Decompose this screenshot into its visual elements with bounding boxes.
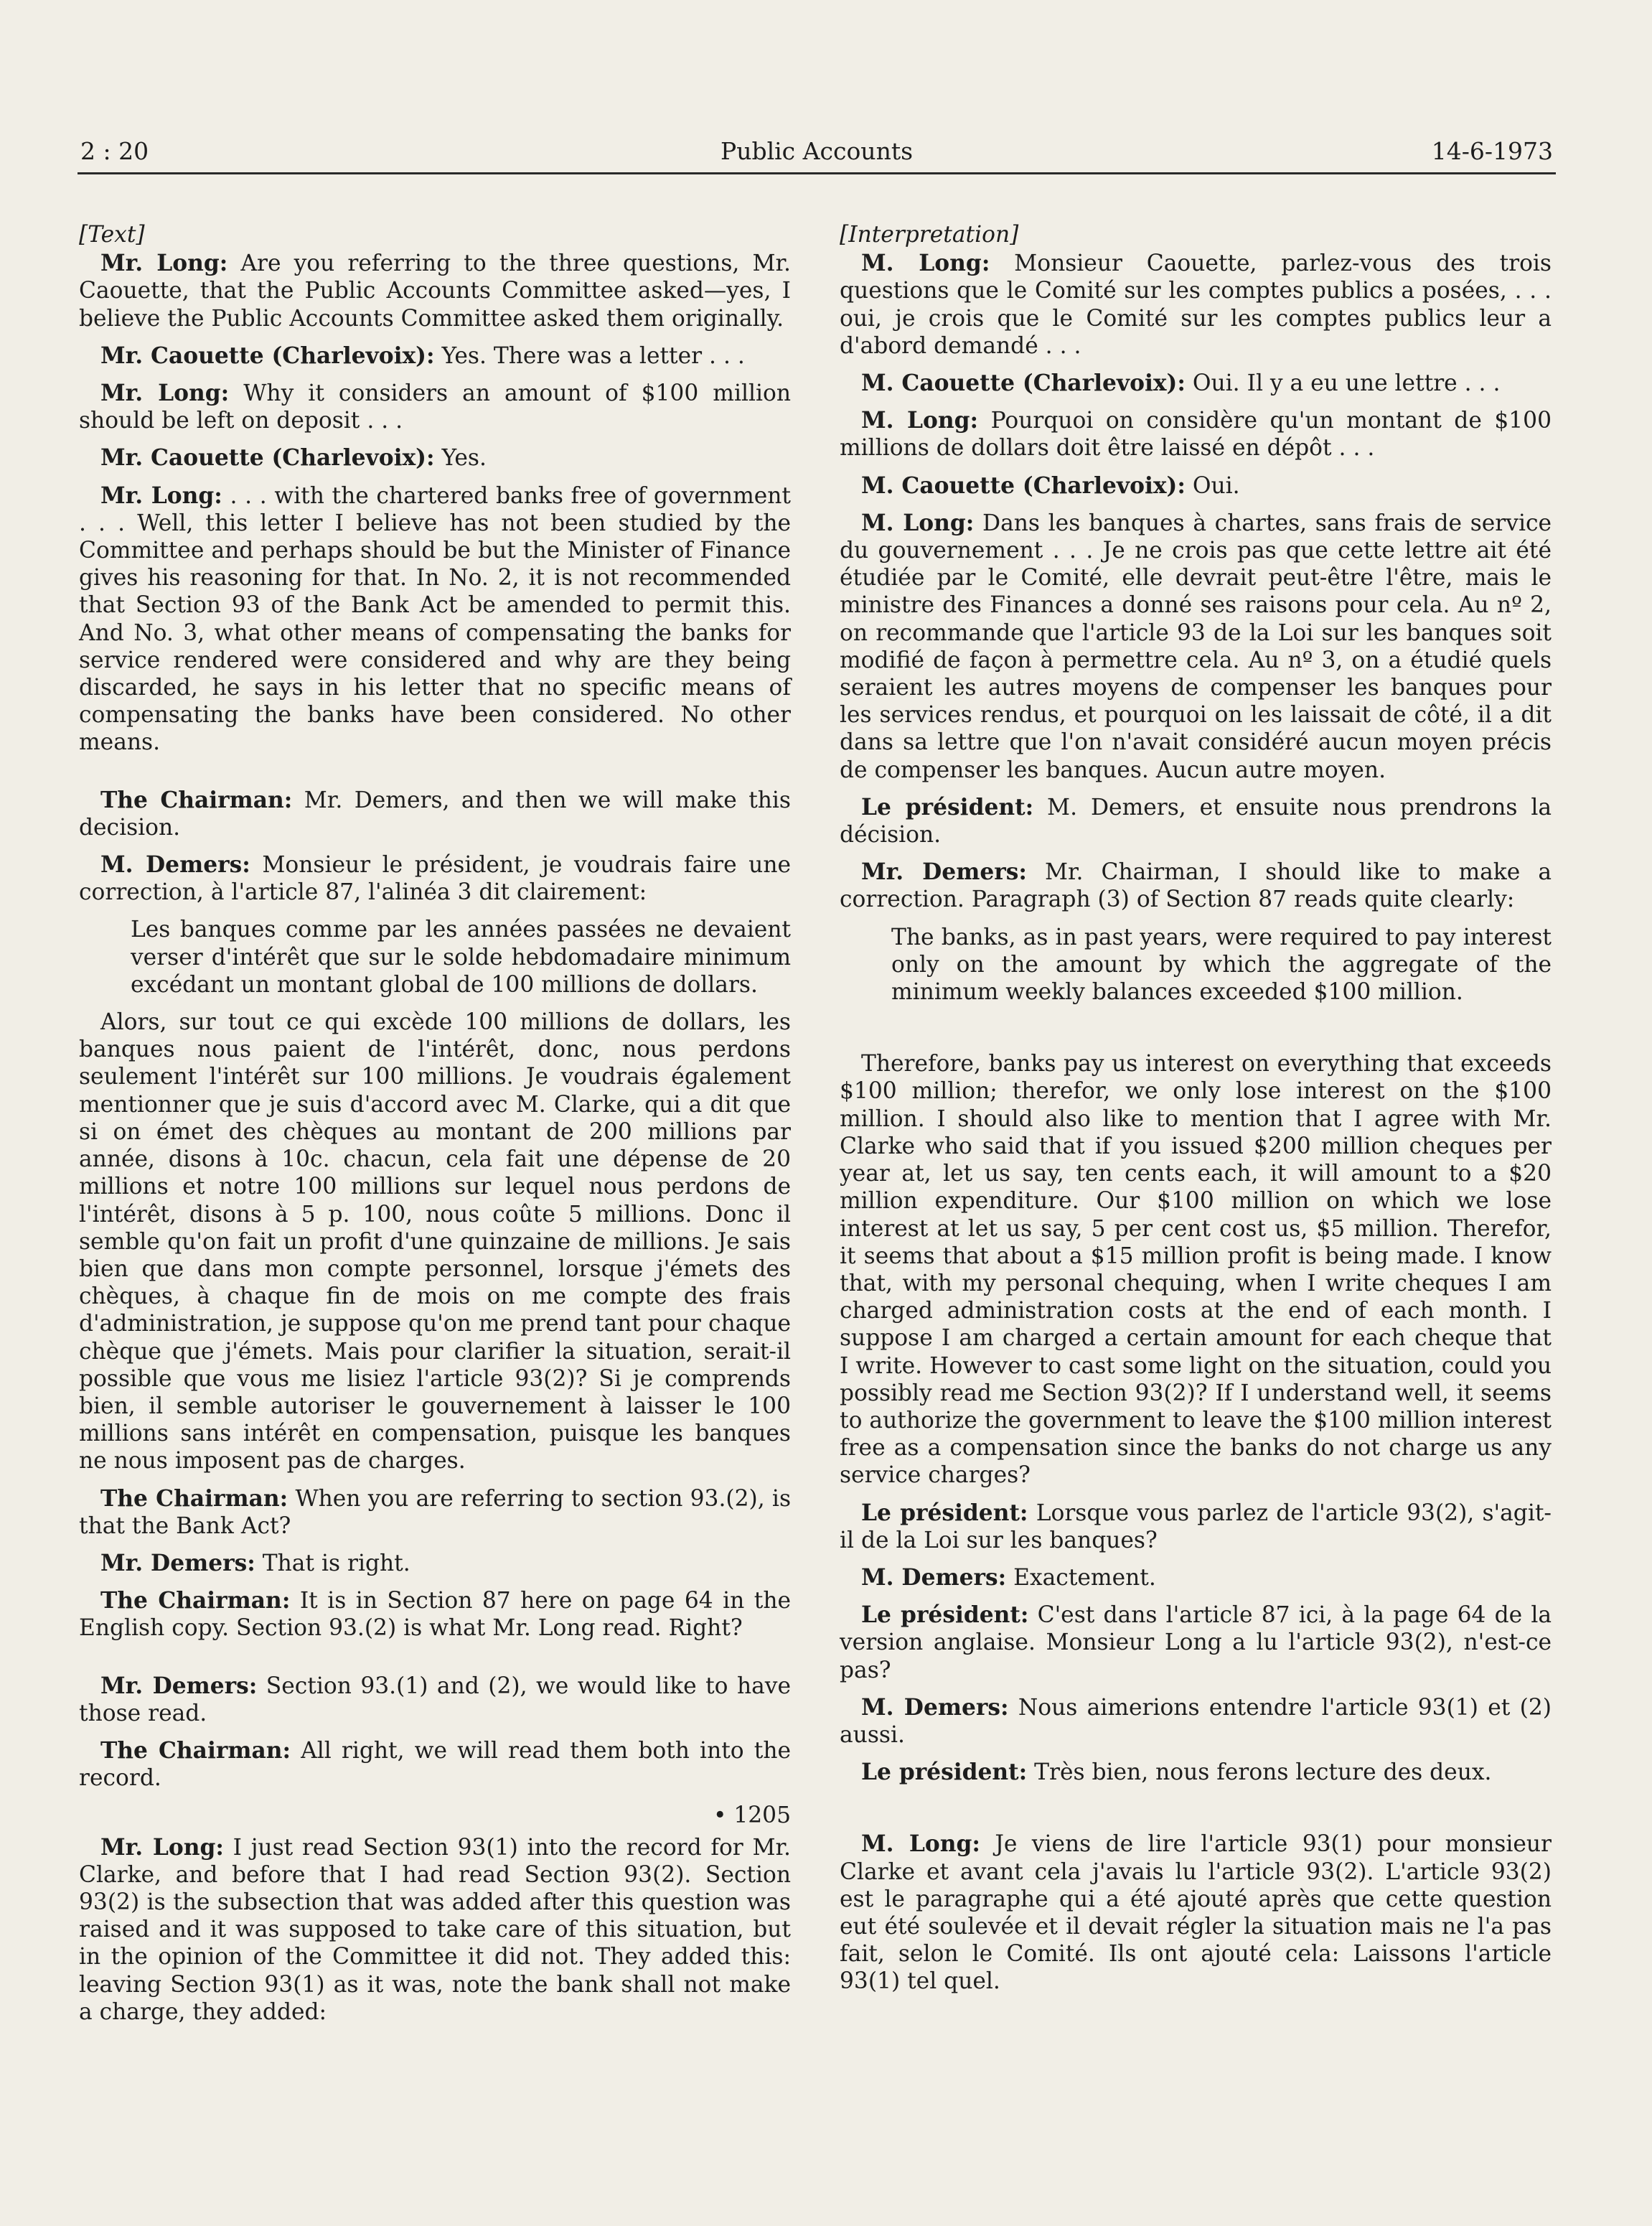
speech-paragraph (79, 1673, 791, 1727)
speech-paragraph (840, 407, 1552, 462)
speech-text: Très bien, nous ferons lecture des deux. (1027, 1759, 1492, 1786)
speech-paragraph (840, 472, 1552, 500)
speech-paragraph (79, 1485, 791, 1540)
speech-text: Monsieur le président, je voudrais faire une correction, à l'article 87, l'alinéa 3 dit clairement: (79, 852, 791, 906)
page-date: 14-6-1973 (1431, 137, 1553, 165)
speech-paragraph (840, 1830, 1552, 1995)
speaker-name: Mr. Demers: (861, 859, 1027, 886)
speech-text: I just read Section 93(1) into the record for Mr. Clarke, and before that I had read Section 93(2). Section 93(2) is the subsection that was added after this question was raised and it was supposed to take care of this situation, but in the opinion of the Committee it did not. They added this: leaving Section 93(1) as it was, note the bank shall not make a charge, they added: (79, 1834, 792, 2025)
speech-text: Therefore, banks pay us interest on everything that exceeds $100 million; therefor, we only lose interest on the $100 million. I should also like to mention that I agree with Mr. Clarke who said that if you issued $200 million cheques per year at, let us say, ten cents each, it will amount to a $20 million expenditure. Our $100 million on which we lose interest at let us say, 5 per cent cost us, $5 million. Therefor, it seems that about a $15 million profit is being made. I know that, with my personal chequing, when I write cheques I am charged administration costs at the end of each month. I suppose I am charged a certain amount for each cheque that I write. However to cast some light on the situation, could you possibly read me Section 93(2)? If I understand well, it seems to authorize the government to leave the $100 million interest free as a compensation since the banks do not charge us any service charges? (840, 1051, 1552, 1489)
block-quote: The banks, as in past years, were required to pay interest only on the amount by which the aggregate of the minimum weekly balances exceeded $100 million. (891, 924, 1552, 1006)
speaker-name: The Chairman: (100, 1588, 291, 1614)
speech-text: Lorsque vous parlez de l'article 93(2), s'agit-il de la Loi sur les banques? (840, 1500, 1552, 1553)
speech-text: Pourquoi on considère qu'un montant de $100 millions de dollars doit être laissé en dépôt . . . (840, 408, 1552, 462)
speaker-name: Le président: (861, 1759, 1028, 1786)
speech-paragraph (840, 794, 1552, 848)
speaker-name: Mr. Long: (100, 251, 228, 277)
page-number: 2 : 20 (80, 137, 149, 165)
speaker-name: Mr. Demers: (100, 1550, 255, 1576)
speech-text: Nous aimerions entendre l'article 93(1) et (2) aussi. (840, 1694, 1552, 1748)
speech-paragraph (79, 1834, 791, 2026)
speech-paragraph (840, 1500, 1552, 1554)
running-title: Public Accounts (720, 137, 914, 165)
speaker-name: Mr. Long: (100, 482, 222, 509)
speech-paragraph (840, 250, 1552, 360)
speech-paragraph (79, 482, 791, 757)
speech-paragraph (79, 380, 791, 434)
speech-paragraph (840, 1564, 1552, 1591)
speaker-name: Mr. Long: (100, 380, 230, 407)
speech-text: That is right. (255, 1550, 410, 1576)
speech-text: It is in Section 87 here on page 64 in the English copy. Section 93.(2) is what Mr. Long read. Right? (79, 1588, 791, 1642)
speaker-name: M. Caouette (Charlevoix): (861, 472, 1186, 499)
block-quote: Les banques comme par les années passées ne devaient verser d'intérêt que sur le solde hebdomadaire minimum excédant un montant global de 100 millions de dollars. (131, 917, 791, 998)
speaker-name: M. Demers: (861, 1694, 1009, 1721)
speech-text: Oui. Il y a eu une lettre . . . (1185, 370, 1501, 397)
speech-text: Exactement. (1006, 1564, 1156, 1591)
speaker-name: M. Long: (861, 408, 979, 434)
speaker-name: The Chairman: (100, 1737, 291, 1764)
speech-paragraph (840, 1694, 1552, 1749)
speech-text: Dans les banques à chartes, sans frais de service du gouvernement . . . Je ne crois pas que cette lettre ait été étudiée par le Comité, elle devrait peut-être l'être, mais le ministre des Finances a donné ses raisons pour cela. Au nº 2, on recommande que l'article 93 de la Loi sur les banques soit modifié de façon à permettre cela. Au nº 3, on a étudié quels seraient les autres moyens de compenser les banques pour les services rendus, et pourquoi on les laissait de côté, il a dit dans sa lettre que l'on n'avait considéré aucun moyen précis de compenser les banques. Aucun autre moyen. (840, 510, 1552, 783)
right-column (840, 221, 1552, 2006)
speech-paragraph (79, 787, 791, 841)
speech-text: Monsieur Caouette, parlez-vous des trois questions que le Comité sur les comptes publics a posées, . . . oui, je crois que le Comité sur les comptes publics leur a d'abord demandé . . . (840, 251, 1552, 359)
speech-paragraph (840, 510, 1552, 784)
speech-text: Yes. There was a letter . . . (434, 342, 745, 369)
speaker-name: Le président: (861, 1602, 1029, 1629)
speech-text: Are you referring to the three questions, Mr. Caouette, that the Public Accounts Committee asked—yes, I believe the Public Accounts Committee asked them originally. (79, 251, 791, 332)
speech-paragraph (79, 1737, 791, 1792)
speech-paragraph (840, 1601, 1552, 1684)
speaker-name: M. Long: (861, 1831, 980, 1858)
speech-paragraph (79, 250, 791, 332)
speaker-name: Mr. Caouette (Charlevoix): (100, 342, 435, 369)
speech-text: C'est dans l'article 87 ici, à la page 64 de la version anglaise. Monsieur Long a lu l'article 93(2), n'est-ce pas? (840, 1602, 1552, 1683)
speaker-name: M. Long: (861, 251, 990, 277)
speech-paragraph (79, 444, 791, 472)
speech-paragraph (79, 1009, 791, 1474)
speaker-name: Le président: (861, 794, 1034, 820)
speech-paragraph (840, 859, 1552, 913)
speaker-name: Mr. Caouette (Charlevoix): (100, 445, 435, 472)
speech-text: Je viens de lire l'article 93(1) pour monsieur Clarke et avant cela j'avais lu l'article 93(2). L'article 93(2) est le paragraphe qui a été ajouté après que cette question eut été soulevée et il devait régler la situation mais ne l'a pas fait, selon le Comité. Ils ont ajouté cela: Laissons l'article 93(1) tel quel. (840, 1831, 1552, 1995)
speech-paragraph (840, 1050, 1552, 1489)
speech-paragraph (840, 1759, 1552, 1786)
speech-text: M. Demers, et ensuite nous prendrons la décision. (840, 794, 1552, 848)
speech-text: Yes. (434, 445, 487, 472)
speech-text: Mr. Demers, and then we will make this decision. (79, 787, 791, 841)
speech-text: . . . with the chartered banks free of government . . . Well, this letter I believe has not been studied by the Committee and perhaps should be but the Minister of Finance gives his reasoning for that. In No. 2, it is not recommended that Section 93 of the Bank Act be amended to permit this. And No. 3, what other means of compensating the banks for service rendered were considered and why are they being discarded, he says in his letter that no specific means of compensating the banks have been considered. No other means. (79, 482, 791, 756)
speech-paragraph (79, 1587, 791, 1642)
speaker-name: M. Caouette (Charlevoix): (861, 370, 1186, 397)
speech-text: Alors, sur tout ce qui excède 100 millions de dollars, les banques nous paient de l'intérêt, donc, nous perdons seulement l'intérêt sur 100 millions. Je voudrais également mentionner que je suis d'accord avec M. Clarke, qui a dit que si on émet des chèques au montant de 200 millions par année, disons à 10c. chacun, cela fait une dépense de 20 millions et notre 100 millions sur lequel nous perdons de l'intérêt, disons à 5 p. 100, nous coûte 5 millions. Donc il semble qu'on fait un profit d'une quinzaine de millions. Je sais bien que dans mon compte personnel, lorsque j'émets des chèques, à chaque fin de mois on me compte des frais d'administration, je suppose qu'on me prend tant pour chaque chèque que j'émets. Mais pour clarifier la situation, serait-il possible que vous me lisiez l'article 93(2)? Si je comprends bien, il semble autoriser le gouvernement à laisser le 100 millions sans intérêt en compensation, puisque les banques ne nous imposent pas de charges. (79, 1009, 791, 1474)
speech-paragraph (840, 370, 1552, 397)
speaker-name: M. Long: (861, 510, 975, 536)
speaker-name: M. Demers: (100, 852, 250, 879)
left-column (79, 221, 791, 2036)
speech-text: Section 93.(1) and (2), we would like to have those read. (79, 1673, 791, 1726)
section-label-interpretation: [Interpretation] (840, 222, 1019, 248)
speech-text: Why it considers an amount of $100 million should be left on deposit . . . (79, 380, 791, 434)
speaker-name: M. Demers: (861, 1564, 1007, 1591)
speech-text: Oui. (1185, 472, 1240, 499)
speech-paragraph (79, 1550, 791, 1577)
speech-paragraph (79, 342, 791, 370)
time-marker: • 1205 (713, 1802, 791, 1829)
speech-text: All right, we will read them both into the record. (79, 1737, 792, 1792)
speaker-name: The Chairman: (100, 1485, 288, 1512)
speech-paragraph (79, 851, 791, 906)
speaker-name: The Chairman: (100, 787, 293, 813)
speaker-name: Mr. Long: (100, 1834, 224, 1861)
speaker-name: Mr. Demers: (100, 1673, 258, 1699)
section-label-text: [Text] (79, 222, 145, 248)
speaker-name: Le président: (861, 1500, 1028, 1526)
speech-text: Mr. Chairman, I should like to make a correction. Paragraph (3) of Section 87 reads quite clearly: (840, 859, 1552, 913)
speech-text: When you are referring to section 93.(2), is that the Bank Act? (79, 1485, 792, 1539)
page-header (78, 136, 1556, 174)
